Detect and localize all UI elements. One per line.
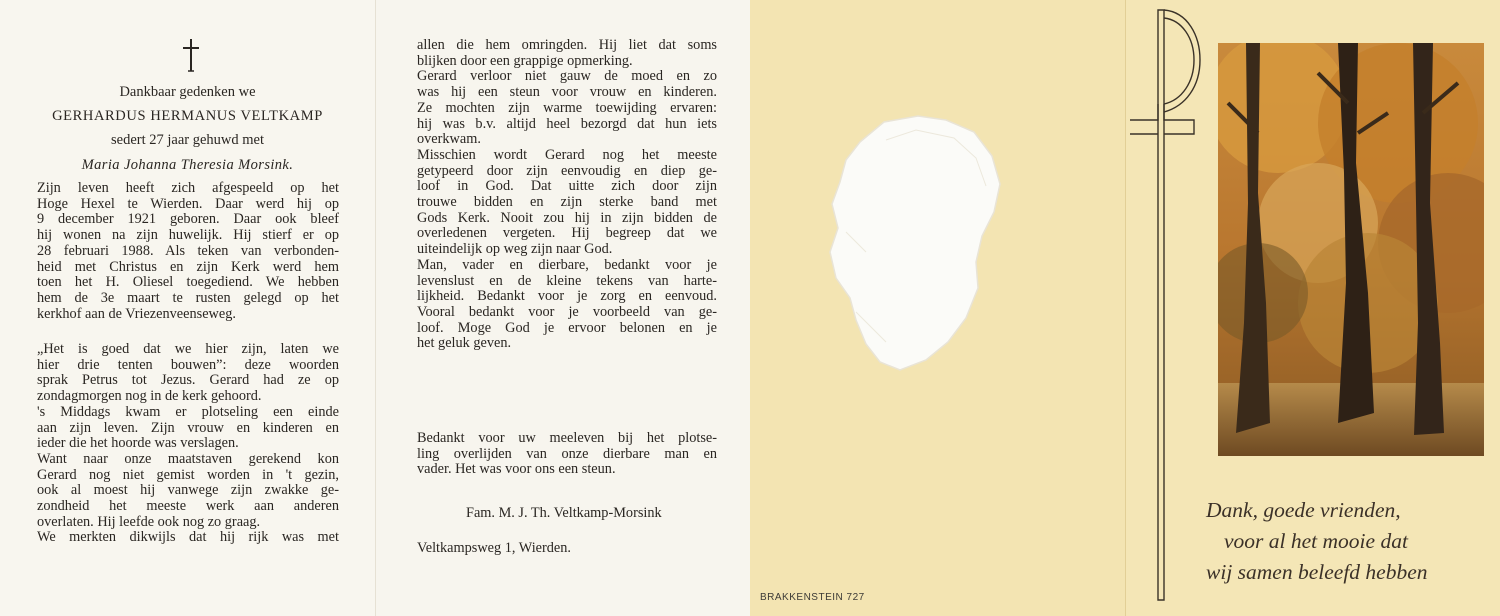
text-line: 28 februari 1988. Als teken van verbonden- (37, 242, 339, 259)
text-line: lijkheid. Bedankt voor je zorg en eenvoud. (417, 288, 717, 305)
text-line: 9 december 1921 geboren. Daar ook bleef (37, 211, 339, 228)
text-line: Ze mochten zijn warme toewijding ervaren: (417, 99, 717, 116)
memorial-card-right-page (375, 0, 751, 616)
text-line: Vooral bedankt voor je voorbeeld van ge- (417, 303, 717, 320)
text-line: uiteindelijk op weg zijn naar God. (417, 241, 613, 258)
text-line: overledenen vergeten. Hij begreep dat we (417, 225, 717, 242)
text-line: We merkten dikwijls dat hij rijk was met (37, 529, 339, 546)
text-line: hij wonen na zijn huwelijk. Hij stierf er op (37, 227, 339, 244)
text-line: ook al moest hij vanwege zijn zwakke ge- (37, 482, 339, 499)
text-line: hier drie tenten bouwen”: deze woorden (37, 356, 339, 373)
text-line: allen die hem omringden. Hij liet dat soms (417, 37, 717, 53)
memorial-card-left-page (0, 0, 375, 616)
continuation-paragraph (417, 38, 717, 352)
text-line: Misschien wordt Gerard nog het meeste (417, 146, 717, 163)
card-back-cover (750, 0, 1125, 616)
text-line: levenslust en de kleine tekens van harte- (417, 272, 717, 289)
text-line: vader. Het was voor ons een steun. (417, 461, 616, 478)
text-line: Want naar onze maatstaven gerekend kon (37, 450, 339, 467)
text-line: Man, vader en dierbare, bedankt voor je (417, 256, 717, 273)
text-line: 's Middags kwam er plotseling een einde (37, 403, 339, 420)
motto-line: voor al het mooie dat (1224, 529, 1408, 553)
text-line: blijken door een grappige opmerking. (417, 52, 633, 69)
heading-intro: Dankbaar gedenken we (119, 84, 256, 100)
text-line: toen het H. Oliesel toegediend. We hebben (37, 274, 339, 291)
text-line: Gerard verloor niet gauw de moed en zo (417, 68, 717, 85)
text-line: kerkhof aan de Vriezenveenseweg. (37, 305, 236, 322)
text-line: zondheid het meeste werk aan anderen (37, 498, 339, 515)
family-signature: Fam. M. J. Th. Veltkamp-Morsink (466, 505, 662, 521)
text-line: hem de 3e maart te rusten gelegd op het (37, 289, 339, 306)
motto-line: Dank, goede vrienden, (1206, 498, 1401, 522)
publisher-imprint: BRAKKENSTEIN 727 (760, 592, 865, 603)
text-line: ieder die het hoorde was verslagen. (37, 435, 239, 452)
motto-text (1206, 495, 1488, 588)
cross-icon (181, 38, 201, 79)
reflection-paragraph (37, 342, 339, 546)
text-line: Hoge Hexel te Wierden. Daar werd hij op (37, 195, 339, 212)
text-line: zondagmorgen nog in de kerk gehoord. (37, 388, 262, 405)
text-line: overlaten. Hij leefde ook nog zo graag. (37, 513, 261, 530)
chi-rho-staff-icon (1126, 8, 1206, 608)
text-line: Gerard nog niet gemist worden in 't gezin, (37, 466, 339, 483)
text-line: Gods Kerk. Nooit zou hij in zijn bidden de (417, 209, 717, 226)
thanks-note (417, 431, 717, 478)
text-line: sprak Petrus tot Jezus. Gerard had ze op (37, 372, 339, 389)
spouse-name: Maria Johanna Theresia Morsink. (81, 157, 294, 173)
text-line: loof. Moge God je ervoor belonen en je (417, 319, 717, 336)
autumn-forest-photo (1218, 43, 1484, 456)
text-line: overkwam. (417, 131, 481, 148)
text-line: ling overlijden van onze dierbare man en (417, 445, 717, 462)
text-line: Zijn leven heeft zich afgespeeld op het (37, 180, 339, 196)
text-line: „Het is goed dat we hier zijn, laten we (37, 341, 339, 357)
text-line: loof in God. Dat uitte zich door zijn (417, 178, 717, 195)
text-line: hij was b.v. altijd heel bezorgd dat hun iets (417, 115, 717, 132)
text-line: Bedankt voor uw meeleven bij het plotse- (417, 430, 717, 446)
marriage-line: sedert 27 jaar gehuwd met (110, 132, 264, 148)
deceased-name: GERHARDUS HERMANUS VELTKAMP (52, 108, 323, 124)
text-line: aan zijn leven. Zijn vrouw en kinderen en (37, 419, 339, 436)
biography-paragraph (37, 181, 339, 322)
text-line: het geluk geven. (417, 335, 512, 352)
card-front-cover (1125, 0, 1500, 616)
text-line: heid met Christus en zijn Kerk werd hem (37, 258, 339, 275)
text-line: trouwe bidden en zijn sterke band met (417, 194, 717, 211)
family-address: Veltkampsweg 1, Wierden. (417, 540, 572, 556)
text-line: was hij een steun voor vrouw en kinderen. (417, 84, 717, 101)
torn-paper-patch (826, 112, 1006, 382)
text-line: getypeerd door zijn eenvoudig en diep ge- (417, 162, 717, 179)
motto-line: wij samen beleefd hebben (1206, 560, 1428, 584)
